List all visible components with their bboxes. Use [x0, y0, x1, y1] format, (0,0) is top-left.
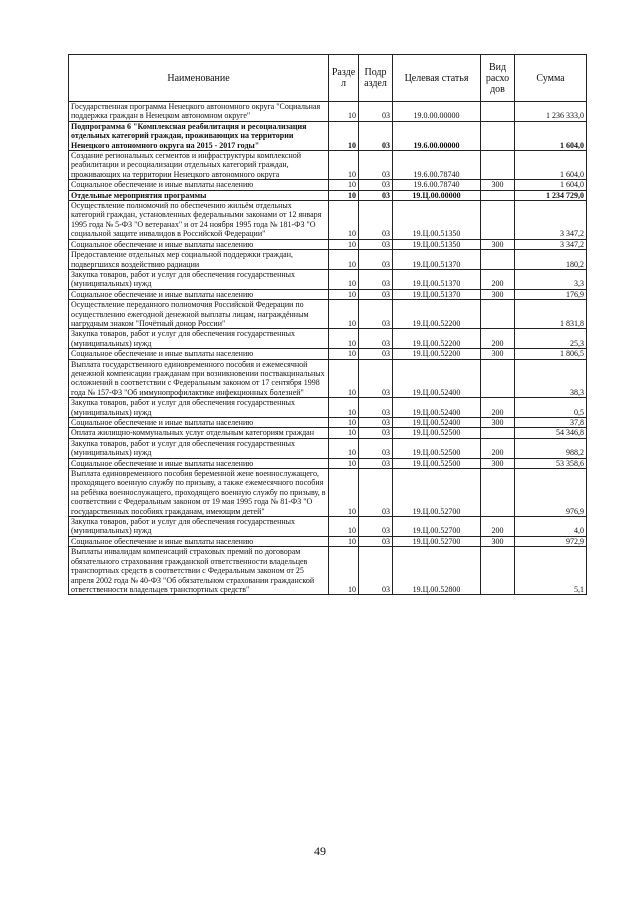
cell-vid: 200 [481, 438, 515, 458]
cell-name: Выплата государственного единовременного пособия и ежемесячной денежной компенсации гражданам при возникновении поствакцинальных осложнений в соответствии с Федеральным законом от 17 сентября 1998 года № 157-ФЗ "Об иммунопрофилактике инфекционных болезней" [69, 359, 329, 398]
cell-summa: 38,3 [515, 359, 587, 398]
cell-podrazdel: 03 [359, 428, 393, 438]
table-row [69, 250, 587, 270]
cell-statya: 19.0.00.00000 [393, 102, 481, 122]
cell-vid: 300 [481, 239, 515, 249]
cell-vid [481, 300, 515, 329]
cell-summa: 1 831,8 [515, 300, 587, 329]
cell-vid: 300 [481, 349, 515, 359]
cell-name: Предоставление отдельных мер социальной поддержки граждан, подвергшихся воздействию радиации [69, 250, 329, 270]
cell-statya: 19.6.00.00000 [393, 121, 481, 150]
cell-summa: 3 347,2 [515, 201, 587, 240]
cell-statya: 19.Ц.00.52200 [393, 329, 481, 349]
cell-statya: 19.Ц.00.52700 [393, 469, 481, 517]
table-row [69, 398, 587, 418]
cell-summa: 3,3 [515, 269, 587, 289]
cell-statya: 19.Ц.00.52200 [393, 300, 481, 329]
table-header-row [69, 55, 587, 102]
cell-name: Социальное обеспечение и иные выплаты населению [69, 536, 329, 546]
cell-statya: 19.Ц.00.52800 [393, 547, 481, 595]
cell-name: Социальное обеспечение и иные выплаты населению [69, 180, 329, 190]
cell-summa: 53 358,6 [515, 458, 587, 468]
cell-podrazdel: 03 [359, 121, 393, 150]
header-name: Наименование [69, 55, 329, 102]
cell-statya: 19.Ц.00.51350 [393, 239, 481, 249]
cell-podrazdel: 03 [359, 289, 393, 299]
cell-vid [481, 428, 515, 438]
cell-vid: 300 [481, 180, 515, 190]
cell-podrazdel: 03 [359, 239, 393, 249]
table-row [69, 102, 587, 122]
cell-podrazdel: 03 [359, 151, 393, 180]
cell-podrazdel: 03 [359, 349, 393, 359]
cell-name: Закупка товаров, работ и услуг для обеспечения государственных (муниципальных) нужд [69, 269, 329, 289]
cell-razdel: 10 [329, 102, 359, 122]
cell-podrazdel: 03 [359, 438, 393, 458]
cell-name: Государственная программа Ненецкого автономного округа "Социальная поддержка граждан в Ненецком автономном округе" [69, 102, 329, 122]
cell-podrazdel: 03 [359, 250, 393, 270]
cell-vid [481, 469, 515, 517]
cell-vid: 200 [481, 517, 515, 537]
header-razdel: Разде л [329, 55, 359, 102]
cell-podrazdel: 03 [359, 190, 393, 200]
cell-statya: 19.Ц.00.52400 [393, 418, 481, 428]
cell-summa: 54 346,8 [515, 428, 587, 438]
cell-razdel: 10 [329, 121, 359, 150]
table-row [69, 349, 587, 359]
cell-summa: 4,0 [515, 517, 587, 537]
cell-vid [481, 121, 515, 150]
cell-vid: 300 [481, 418, 515, 428]
cell-summa: 3 347,2 [515, 239, 587, 249]
cell-statya: 19.Ц.00.52200 [393, 349, 481, 359]
cell-vid [481, 547, 515, 595]
cell-podrazdel: 03 [359, 359, 393, 398]
cell-razdel: 10 [329, 536, 359, 546]
header-vid: Вид расхо дов [481, 55, 515, 102]
cell-name: Социальное обеспечение и иные выплаты населению [69, 349, 329, 359]
table-body [69, 102, 587, 595]
cell-summa: 1 604,0 [515, 121, 587, 150]
cell-razdel: 10 [329, 300, 359, 329]
cell-vid [481, 359, 515, 398]
cell-vid: 200 [481, 269, 515, 289]
cell-razdel: 10 [329, 349, 359, 359]
cell-razdel: 10 [329, 250, 359, 270]
cell-summa: 0,5 [515, 398, 587, 418]
cell-statya: 19.Ц.00.51370 [393, 269, 481, 289]
cell-podrazdel: 03 [359, 418, 393, 428]
table-row [69, 517, 587, 537]
cell-razdel: 10 [329, 201, 359, 240]
cell-summa: 1 806,5 [515, 349, 587, 359]
table-row [69, 418, 587, 428]
cell-razdel: 10 [329, 458, 359, 468]
table-row [69, 269, 587, 289]
header-statya: Целевая статья [393, 55, 481, 102]
cell-name: Создание региональных сегментов и инфраструктуры комплексной реабилитации и ресоциализации отдельных категорий граждан, проживающих на территории Ненецкого автономного округа [69, 151, 329, 180]
cell-summa: 37,8 [515, 418, 587, 428]
cell-razdel: 10 [329, 190, 359, 200]
cell-summa: 176,9 [515, 289, 587, 299]
cell-name: Закупка товаров, работ и услуг для обеспечения государственных (муниципальных) нужд [69, 329, 329, 349]
cell-statya: 19.Ц.00.52700 [393, 517, 481, 537]
cell-vid: 200 [481, 329, 515, 349]
budget-table [68, 54, 587, 595]
page-number: 49 [314, 844, 326, 858]
cell-razdel: 10 [329, 418, 359, 428]
cell-statya: 19.Ц.00.00000 [393, 190, 481, 200]
cell-razdel: 10 [329, 469, 359, 517]
cell-podrazdel: 03 [359, 180, 393, 190]
cell-statya: 19.6.00.78740 [393, 180, 481, 190]
cell-podrazdel: 03 [359, 102, 393, 122]
cell-name: Социальное обеспечение и иные выплаты населению [69, 458, 329, 468]
cell-name: Закупка товаров, работ и услуг для обеспечения государственных (муниципальных) нужд [69, 398, 329, 418]
cell-razdel: 10 [329, 517, 359, 537]
cell-statya: 19.Ц.00.52400 [393, 398, 481, 418]
cell-podrazdel: 03 [359, 536, 393, 546]
cell-summa: 972,9 [515, 536, 587, 546]
cell-name: Подпрограмма 6 "Комплексная реабилитация и ресоциализация отдельных категорий граждан, проживающих на территории Ненецкого автономного округа на 2015 - 2017 годы" [69, 121, 329, 150]
cell-summa: 25,3 [515, 329, 587, 349]
cell-razdel: 10 [329, 428, 359, 438]
cell-vid: 300 [481, 458, 515, 468]
cell-name: Закупка товаров, работ и услуг для обеспечения государственных (муниципальных) нужд [69, 438, 329, 458]
cell-vid [481, 190, 515, 200]
cell-podrazdel: 03 [359, 398, 393, 418]
table-row [69, 536, 587, 546]
cell-vid [481, 151, 515, 180]
cell-podrazdel: 03 [359, 201, 393, 240]
table-row [69, 239, 587, 249]
cell-summa: 976,9 [515, 469, 587, 517]
cell-name: Осуществление переданного полномочия Российской Федерации по осуществлению ежегодной денежной выплаты лицам, награждённым нагрудным знаком "Почётный донор России" [69, 300, 329, 329]
table-row [69, 428, 587, 438]
table-row [69, 151, 587, 180]
cell-vid [481, 250, 515, 270]
cell-razdel: 10 [329, 269, 359, 289]
cell-statya: 19.Ц.00.52500 [393, 458, 481, 468]
cell-name: Оплата жилищно-коммунальных услуг отдельным категориям граждан [69, 428, 329, 438]
cell-name: Социальное обеспечение и иные выплаты населению [69, 239, 329, 249]
table-row [69, 289, 587, 299]
table-row [69, 458, 587, 468]
cell-podrazdel: 03 [359, 300, 393, 329]
cell-vid [481, 201, 515, 240]
cell-razdel: 10 [329, 398, 359, 418]
table-row [69, 469, 587, 517]
cell-podrazdel: 03 [359, 269, 393, 289]
cell-statya: 19.Ц.00.51350 [393, 201, 481, 240]
header-summa: Сумма [515, 55, 587, 102]
cell-name: Отдельные мероприятия программы [69, 190, 329, 200]
cell-summa: 988,2 [515, 438, 587, 458]
cell-razdel: 10 [329, 239, 359, 249]
cell-razdel: 10 [329, 329, 359, 349]
cell-summa: 1 234 729,0 [515, 190, 587, 200]
table-row [69, 121, 587, 150]
header-podrazdel: Подр аздел [359, 55, 393, 102]
cell-razdel: 10 [329, 289, 359, 299]
cell-summa: 5,1 [515, 547, 587, 595]
cell-summa: 1 604,0 [515, 180, 587, 190]
cell-vid: 300 [481, 289, 515, 299]
cell-podrazdel: 03 [359, 469, 393, 517]
cell-name: Осуществление полномочий по обеспечению жильём отдельных категорий граждан, установленных федеральными законами от 12 января 1995 года № 5-ФЗ "О ветеранах" и от 24 ноября 1995 года № 181-ФЗ "О социальной защите инвалидов в Российской Федерации" [69, 201, 329, 240]
cell-podrazdel: 03 [359, 458, 393, 468]
table-row [69, 300, 587, 329]
cell-vid: 300 [481, 536, 515, 546]
cell-podrazdel: 03 [359, 517, 393, 537]
cell-statya: 19.6.00.78740 [393, 151, 481, 180]
cell-name: Выплаты инвалидам компенсаций страховых премий по договорам обязательного страхования гражданской ответственности владельцев транспортных средств в соответствии с Федеральным законом от 25 апреля 2002 года № 40-ФЗ "Об обязательном страховании гражданской ответственности владельцев транспортных средств" [69, 547, 329, 595]
table-row [69, 438, 587, 458]
table-row [69, 201, 587, 240]
cell-name: Закупка товаров, работ и услуг для обеспечения государственных (муниципальных) нужд [69, 517, 329, 537]
cell-statya: 19.Ц.00.52400 [393, 359, 481, 398]
cell-statya: 19.Ц.00.52500 [393, 438, 481, 458]
cell-summa: 180,2 [515, 250, 587, 270]
table-row [69, 190, 587, 200]
table-row [69, 329, 587, 349]
cell-statya: 19.Ц.00.51370 [393, 289, 481, 299]
cell-razdel: 10 [329, 359, 359, 398]
cell-summa: 1 604,0 [515, 151, 587, 180]
cell-razdel: 10 [329, 438, 359, 458]
cell-vid [481, 102, 515, 122]
cell-name: Социальное обеспечение и иные выплаты населению [69, 289, 329, 299]
cell-razdel: 10 [329, 151, 359, 180]
cell-razdel: 10 [329, 547, 359, 595]
cell-razdel: 10 [329, 180, 359, 190]
cell-name: Социальное обеспечение и иные выплаты населению [69, 418, 329, 428]
table-row [69, 180, 587, 190]
cell-podrazdel: 03 [359, 547, 393, 595]
cell-statya: 19.Ц.00.52500 [393, 428, 481, 438]
cell-statya: 19.Ц.00.51370 [393, 250, 481, 270]
cell-summa: 1 236 333,0 [515, 102, 587, 122]
cell-podrazdel: 03 [359, 329, 393, 349]
cell-vid: 200 [481, 398, 515, 418]
table-row [69, 547, 587, 595]
cell-name: Выплата единовременного пособия беременной жене военнослужащего, проходящего военную службу по призыву, а также ежемесячного пособия на ребёнка военнослужащего, проходящего военную службу по призыву, в соответствии с Федеральным законом от 19 мая 1995 года № 81-ФЗ "О государственных пособиях гражданам, имеющим детей" [69, 469, 329, 517]
table-row [69, 359, 587, 398]
cell-statya: 19.Ц.00.52700 [393, 536, 481, 546]
